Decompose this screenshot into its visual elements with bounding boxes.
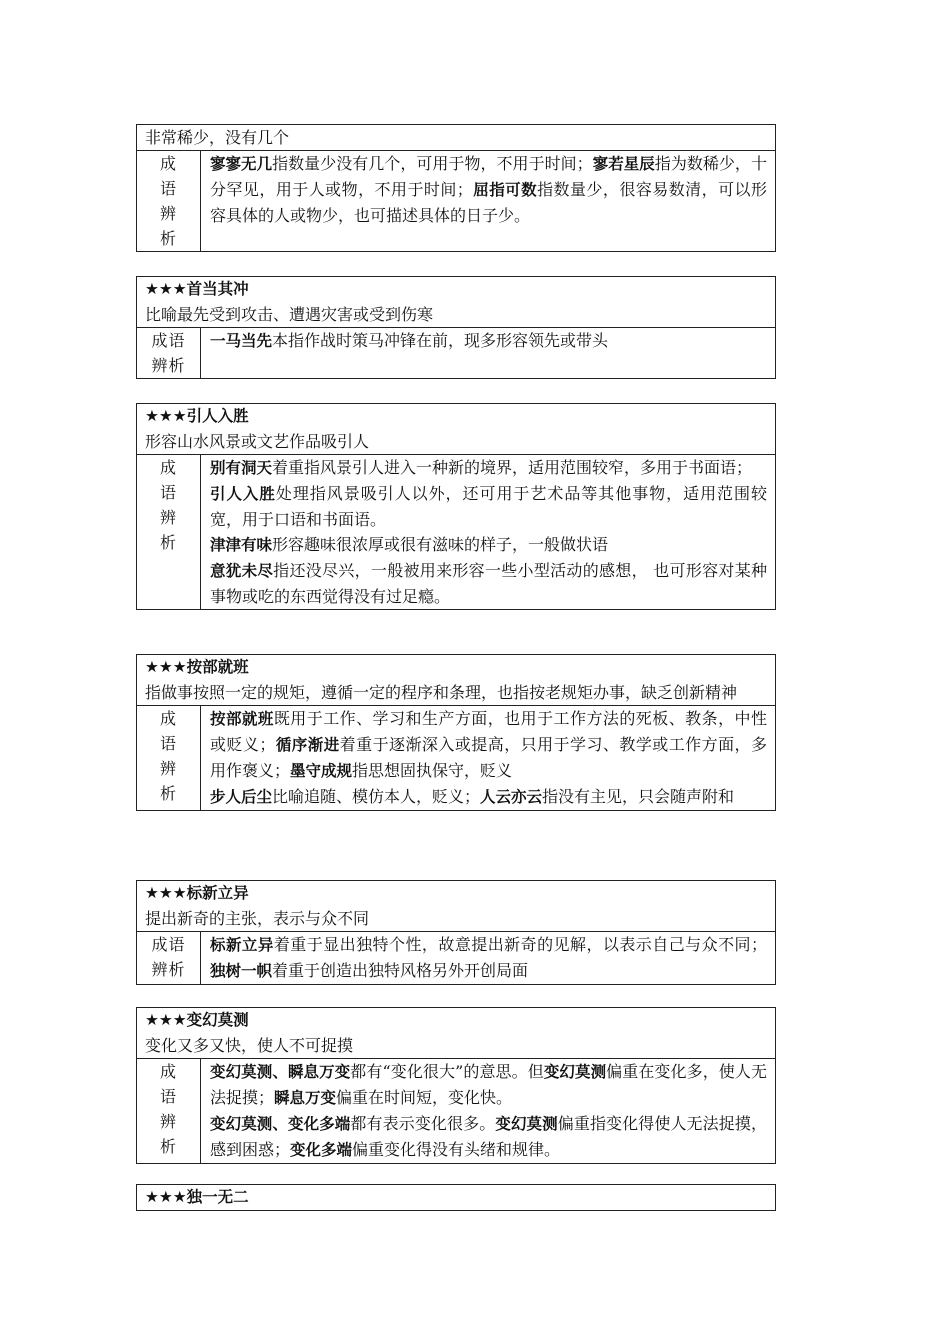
analysis-text: 偏重指变化得使人无法捉摸，感到困惑； (210, 1114, 767, 1159)
idiom-card-7 (136, 1184, 776, 1211)
analysis-label (137, 151, 201, 251)
analysis-content (201, 328, 775, 378)
idiom-analysis-row (137, 327, 775, 378)
idiom-card-6 (136, 1007, 776, 1164)
idiom-term: 瞬息万变 (274, 1089, 337, 1107)
analysis-label (137, 932, 201, 984)
analysis-paragraph (210, 706, 767, 784)
idiom-term: 墨守成规 (290, 762, 353, 780)
label-char: 语 (159, 483, 177, 502)
analysis-text: 比喻追随、模仿本人，贬义； (272, 787, 481, 806)
analysis-content (201, 1059, 775, 1163)
idiom-term: 按部就班 (210, 710, 274, 728)
idiom-term: 意犹未尽 (210, 562, 274, 580)
label-char: 析 (159, 784, 177, 803)
analysis-text: 都有“变化很大”的意思。但 (350, 1062, 544, 1081)
idiom-term: 变幻莫测 (495, 1115, 558, 1133)
analysis-content (201, 455, 775, 609)
idiom-term: 引人入胜 (210, 485, 276, 503)
label-line: 辨析 (151, 960, 186, 979)
analysis-paragraph (210, 1111, 767, 1163)
idiom-card-4 (136, 654, 776, 811)
analysis-text: 指数量少没有几个，可用于物，不用于时间； (272, 154, 593, 173)
idiom-term: 循序渐进 (275, 736, 340, 754)
label-char: 辨 (159, 759, 177, 778)
analysis-text: 着重指风景引人进入一种新的境界，适用范围较窄，多用于书面语； (272, 458, 753, 477)
label-char: 语 (159, 179, 177, 198)
analysis-paragraph (210, 784, 767, 810)
analysis-text: 本指作战时策马冲锋在前，现多形容领先或带头 (272, 331, 609, 350)
idiom-analysis-row (137, 705, 775, 810)
label-char: 析 (159, 229, 177, 248)
analysis-text: 偏重在变化多，使人无法捉摸； (210, 1062, 767, 1107)
idiom-card-3 (136, 403, 776, 610)
analysis-text: 着重于逐渐深入或提高，只用于学习、教学或工作方面，多用作褒义； (210, 735, 767, 780)
idiom-definition: 指做事按照一定的规矩，遵循一定的程序和条理，也指按老规矩办事，缺乏创新精神 (145, 683, 738, 702)
idiom-term: 变幻莫测、变化多端 (210, 1115, 351, 1133)
analysis-paragraph (210, 532, 767, 558)
idiom-term: 津津有味 (210, 536, 273, 554)
idiom-term: 寥寥无几 (210, 155, 273, 173)
analysis-text: 指没有主见，只会随声附和 (542, 787, 735, 806)
idiom-title: ★★★首当其冲 (145, 280, 249, 298)
idiom-term: 变幻莫测、瞬息万变 (210, 1063, 351, 1081)
label-char: 成 (159, 709, 177, 728)
idiom-definition: 提出新奇的主张，表示与众不同 (145, 909, 370, 928)
analysis-text: 着重于显出独特个性，故意提出新奇的见解，以表示自己与众不同； (273, 935, 767, 954)
idiom-term: 步人后尘 (210, 788, 273, 806)
idiom-term: 标新立异 (210, 936, 274, 954)
analysis-content (201, 151, 775, 251)
label-char: 语 (159, 1087, 177, 1106)
idiom-definition: 变化又多又快，使人不可捉摸 (145, 1036, 354, 1055)
idiom-card-2 (136, 276, 776, 379)
analysis-paragraph (210, 455, 767, 481)
idiom-title: ★★★引人入胜 (145, 407, 249, 425)
idiom-analysis-row (137, 931, 775, 984)
analysis-text: 指还没尽兴，一般被用来形容一些小型活动的感想， 也可形容对某种事物或吃的东西觉得没有过足瘾。 (210, 561, 767, 606)
analysis-label (137, 1059, 201, 1163)
analysis-paragraph (210, 481, 767, 532)
idiom-term: 人云亦云 (480, 788, 543, 806)
idiom-title: ★★★变幻莫测 (145, 1011, 249, 1029)
idiom-term: 变化多端 (290, 1141, 353, 1159)
analysis-content (201, 932, 775, 984)
analysis-text: 指思想固执保守，贬义 (352, 761, 513, 780)
analysis-text: 形容趣味很浓厚或很有滋味的样子，一般做状语 (272, 535, 609, 554)
analysis-text: 指为数稀少，十分罕见，用于人或物，不用于时间； (210, 154, 767, 199)
label-char: 语 (159, 734, 177, 753)
idiom-card-1 (136, 124, 776, 252)
analysis-content (201, 706, 775, 810)
label-char: 成 (159, 1062, 177, 1081)
analysis-paragraph (210, 151, 767, 228)
analysis-label (137, 706, 201, 810)
analysis-paragraph (210, 328, 767, 354)
idiom-term: 独树一帜 (210, 962, 273, 980)
idiom-analysis-row (137, 150, 775, 251)
idiom-term: 别有洞天 (210, 459, 273, 477)
analysis-text: 都有表示变化很多。 (350, 1114, 496, 1133)
idiom-definition: 形容山水风景或文艺作品吸引人 (145, 432, 370, 451)
analysis-label (137, 328, 201, 378)
analysis-paragraph (210, 932, 767, 984)
idiom-title: ★★★标新立异 (145, 884, 249, 902)
label-char: 辨 (159, 1112, 177, 1131)
label-char: 析 (159, 533, 177, 552)
analysis-text: 偏重变化得没有头绪和规律。 (352, 1140, 561, 1159)
idiom-title: ★★★按部就班 (145, 658, 249, 676)
label-char: 析 (159, 1137, 177, 1156)
label-char: 成 (159, 154, 177, 173)
analysis-text: 着重于创造出独特风格另外开创局面 (272, 961, 529, 980)
analysis-text: 指数量少，很容易数清，可以形容具体的人或物少，也可描述具体的日子少。 (210, 180, 767, 225)
label-line: 成语 (151, 935, 186, 954)
idiom-analysis-row (137, 454, 775, 609)
analysis-text: 既用于工作、学习和生产方面，也用于工作方法的死板、教条，中性或贬义； (210, 709, 767, 754)
idiom-definition: 比喻最先受到攻击、遭遇灾害或受到伤寒 (145, 305, 434, 324)
idiom-term: 一马当先 (210, 332, 273, 350)
idiom-title: ★★★独一无二 (145, 1188, 249, 1206)
idiom-card-5 (136, 880, 776, 985)
analysis-text: 处理指风景吸引人以外，还可用于艺术品等其他事物，适用范围较宽，用于口语和书面语。 (210, 484, 767, 529)
idiom-definition: 非常稀少，没有几个 (145, 128, 290, 147)
label-line: 辨析 (151, 356, 186, 375)
analysis-paragraph (210, 558, 767, 609)
analysis-label (137, 455, 201, 609)
analysis-paragraph (210, 1059, 767, 1111)
idiom-term: 屈指可数 (472, 181, 538, 199)
analysis-text: 偏重在时间短，变化快。 (336, 1088, 513, 1107)
label-char: 辨 (159, 204, 177, 223)
label-char: 辨 (159, 508, 177, 527)
idiom-term: 变幻莫测 (543, 1063, 607, 1081)
label-char: 成 (159, 458, 177, 477)
label-line: 成语 (151, 331, 186, 350)
idiom-term: 寥若星辰 (592, 155, 655, 173)
idiom-analysis-row (137, 1058, 775, 1163)
